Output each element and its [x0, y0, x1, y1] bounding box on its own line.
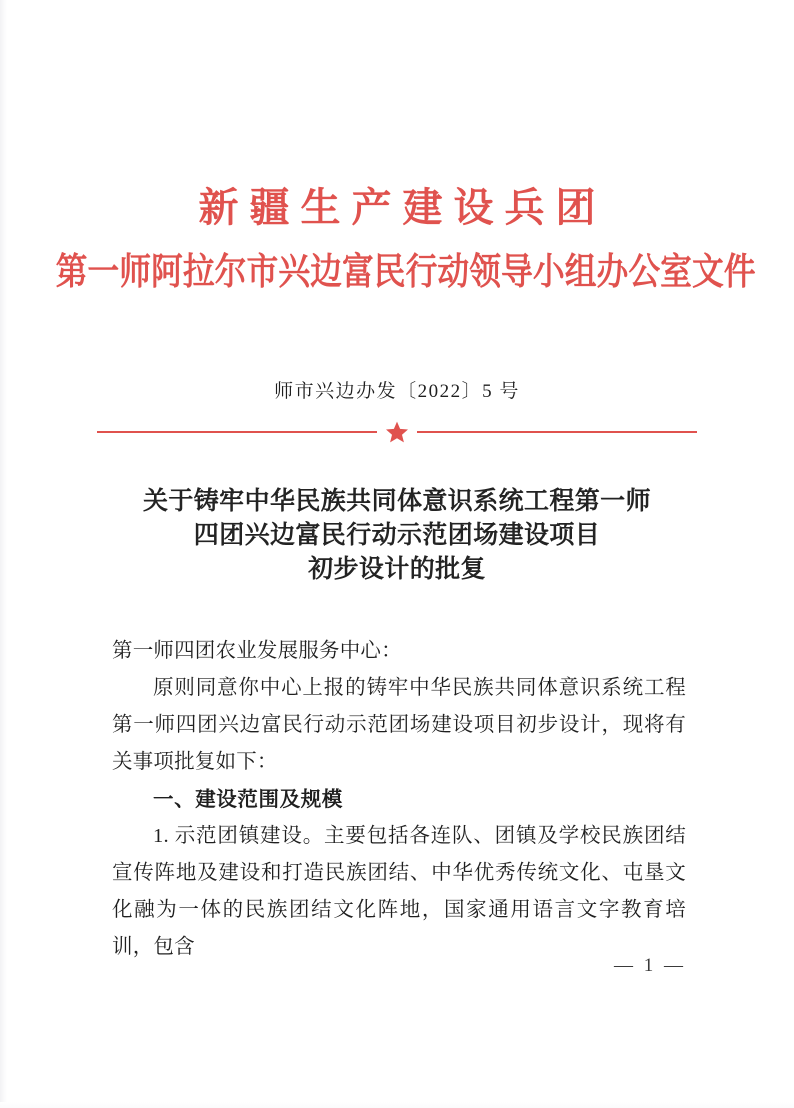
- body-recipient: 第一师四团农业发展服务中心：: [112, 640, 402, 662]
- five-point-star-icon: [384, 419, 410, 445]
- document-title: [97, 484, 697, 586]
- document-serial-number: 师市兴边办发〔2022〕5 号: [274, 381, 520, 402]
- scan-edge-left: [0, 0, 7, 1108]
- body-paragraph-1: 原则同意你中心上报的铸牢中华民族共同体意识系统工程第一师四团兴边富民行动示范团场建设项目初步设计，现将有关事项批复如下：: [112, 677, 686, 773]
- body-list-item-1: 1. 示范团镇建设。主要包括各连队、团镇及学校民族团结宣传阵地及建设和打造民族团结、中华优秀传统文化、屯垦文化融为一体的民族团结文化阵地，国家通用语言文字教育培训，包含: [112, 825, 686, 958]
- page-number-footer: — 1 —: [614, 955, 686, 976]
- divider-bar-left: [97, 431, 377, 433]
- issuing-organization-name: 新疆生产建设兵团: [198, 185, 607, 230]
- document-title-line-3: 初步设计的批复: [308, 555, 486, 583]
- document-masthead: [0, 186, 794, 292]
- document-title-line-1: 关于铸牢中华民族共同体意识系统工程第一师: [142, 487, 651, 515]
- body-section-heading-1: 一、建设范围及规模: [153, 788, 343, 811]
- scan-edge-bottom: [0, 1102, 794, 1108]
- red-divider-rule: [97, 419, 697, 445]
- document-body: [112, 633, 686, 966]
- divider-bar-right: [417, 431, 697, 433]
- issuing-office-name: 第一师阿拉尔市兴边富民行动领导小组办公室文件: [55, 250, 756, 292]
- document-title-line-2: 四团兴边富民行动示范团场建设项目: [193, 521, 601, 549]
